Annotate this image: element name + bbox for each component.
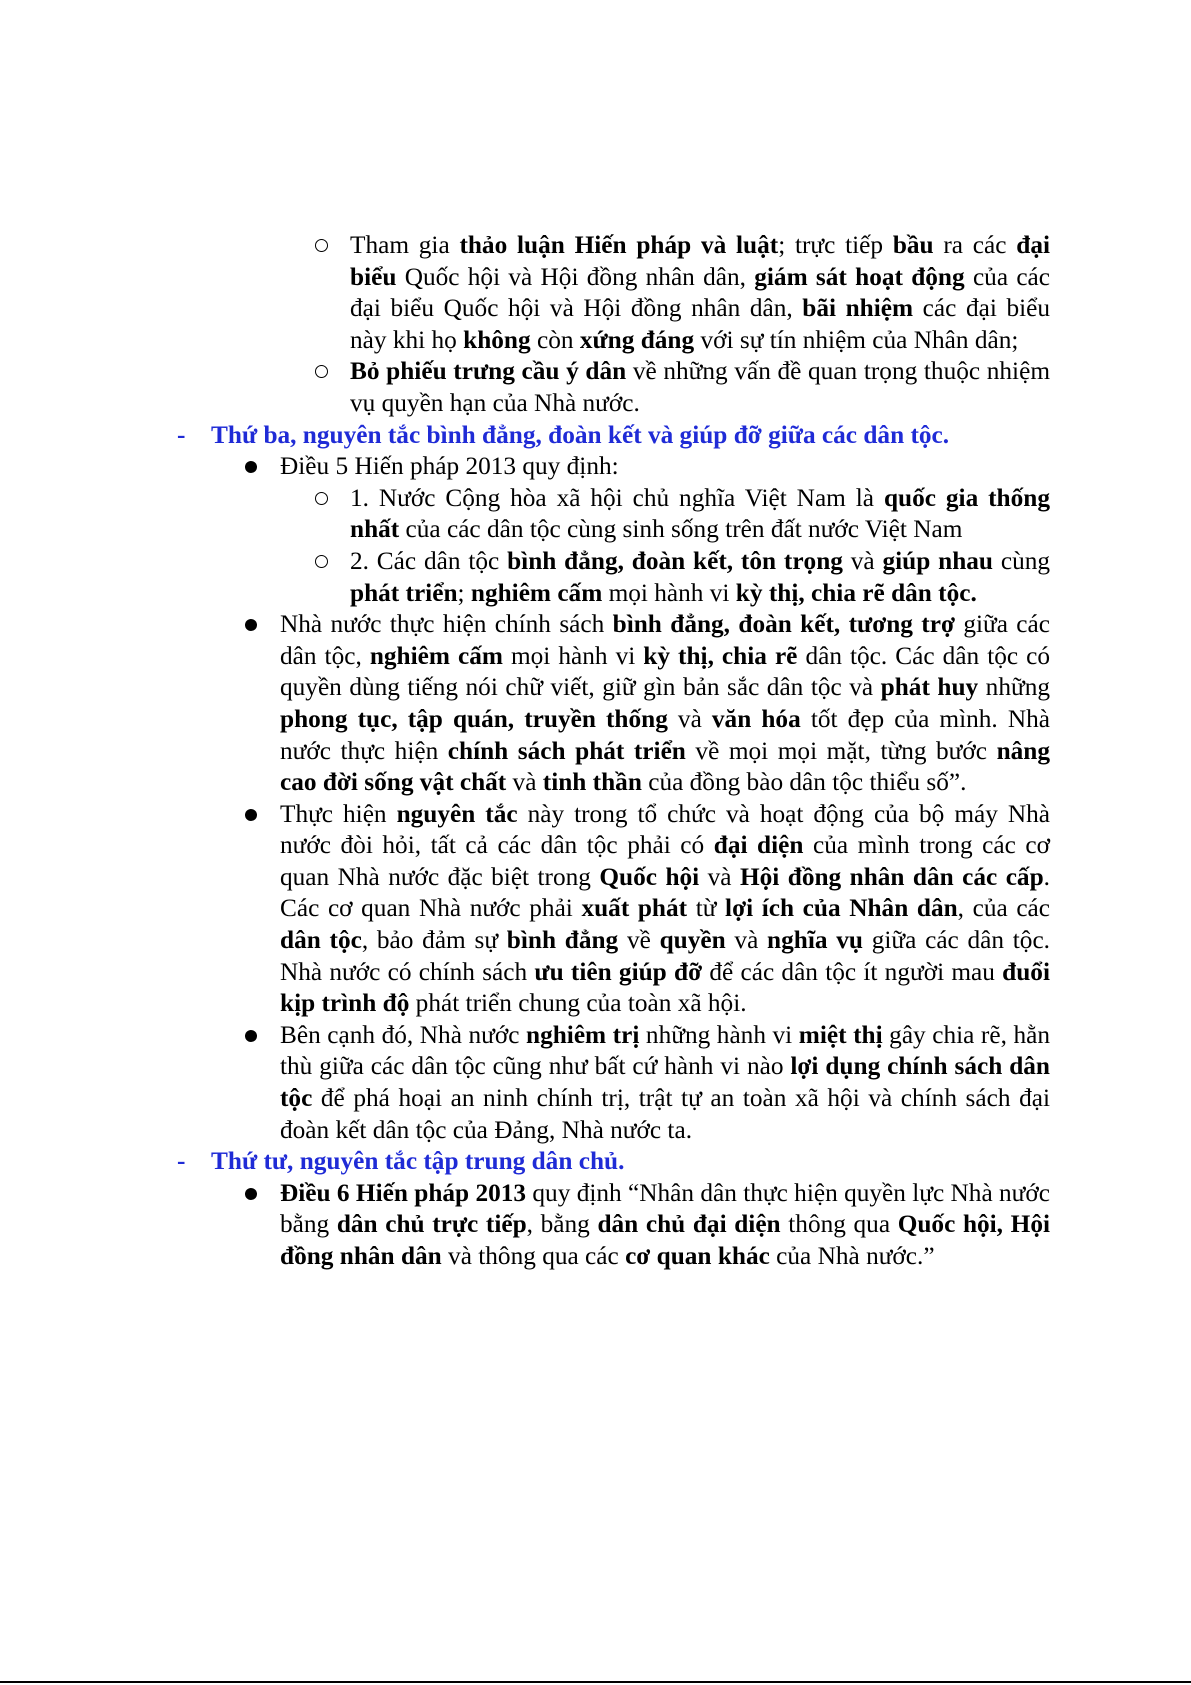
text-segment: của mình trong các cơ quan Nhà nước đặc biệt trong [280, 831, 1051, 891]
bold-text-segment: giúp nhau [882, 546, 993, 575]
text-segment: của các đại biểu Quốc hội và Hội đồng nhân dân, [350, 262, 1051, 323]
text-segment: ; [457, 578, 471, 607]
hollow-circle-bullet-icon [315, 555, 328, 568]
sub-item-participation [350, 230, 1050, 356]
section-third-principle [0, 420, 1191, 1147]
filled-circle-bullet-icon [245, 1188, 257, 1200]
bold-text-segment: đại diện [713, 831, 804, 860]
bold-text-segment: nghiêm cấm [470, 578, 603, 607]
text-segment: và thông qua các [441, 1242, 626, 1270]
text-segment: giữa các dân tộc. Nhà nước có chính sách [280, 926, 1051, 986]
text-segment: ; trực tiếp [778, 231, 893, 259]
text-segment: thông qua [780, 1210, 898, 1239]
text-segment: gây chia rẽ, hằn thù giữa các dân tộc cũng như bất cứ hành vi nào [280, 1020, 1050, 1081]
hollow-circle-bullet-icon [315, 239, 328, 252]
text-segment: Quốc hội và Hội đồng nhân dân, [396, 262, 755, 291]
text-segment: từ [687, 894, 726, 923]
text-segment: về những vấn đề quan trọng thuộc nhiệm vụ quyền hạn của Nhà nước. [350, 357, 1050, 417]
bold-text-segment: kỳ thị, chia rẽ [643, 641, 798, 670]
bold-text-segment: phong tục, tập quán, truyền thống [280, 704, 668, 733]
hollow-circle-bullet-icon [315, 492, 328, 505]
bold-text-segment: bầu [892, 231, 934, 259]
section-heading-text: Thứ tư, nguyên tắc tập trung dân chủ. [211, 1147, 625, 1176]
text-segment: những hành vi [639, 1020, 799, 1049]
text-segment: của các dân tộc cùng sinh sống trên đất nước Việt Nam [399, 515, 963, 544]
text-segment: với sự tín nhiệm của Nhân dân; [694, 325, 1019, 354]
bold-text-segment: giám sát hoạt động [754, 262, 965, 291]
text-segment: những [978, 673, 1050, 702]
text-segment: quy định “Nhân dân thực hiện quyền lực Nhà nước bằng [280, 1178, 1050, 1239]
bold-text-segment: bình đẳng, đoàn kết, tương trợ [612, 610, 955, 639]
bold-text-segment: tinh thần [542, 768, 642, 797]
bold-text-segment: Hội đồng nhân dân các cấp [739, 862, 1044, 891]
bullet-item-punishment [280, 1020, 1050, 1146]
text-segment: và [667, 704, 712, 733]
dash-marker-icon: - [177, 420, 186, 449]
bullet-item-article-6 [280, 1178, 1050, 1273]
bold-text-segment: Bỏ phiếu trưng cầu ý dân [350, 357, 627, 386]
bold-text-segment: nghiêm cấm [369, 641, 503, 670]
bold-text-segment: nguyên tắc [396, 799, 518, 828]
filled-circle-bullet-icon [245, 619, 257, 631]
bold-text-segment: ưu tiên giúp đỡ [534, 957, 703, 986]
bold-text-segment: quốc gia thống nhất [350, 483, 1050, 544]
text-segment: về mọi mọi mặt, từng bước [685, 736, 997, 765]
page-bottom-border [0, 1681, 1191, 1683]
bold-text-segment: miệt thị [798, 1020, 883, 1049]
text-segment: để các dân tộc ít người mau [702, 957, 1003, 986]
text-segment: Tham gia [350, 231, 460, 259]
text-segment: dân tộc. Các dân tộc có quyền dùng tiếng nói chữ viết, giữ gìn bản sắc dân tộc và [280, 641, 1051, 702]
text-segment: Điều 5 Hiến pháp 2013 quy định: [280, 452, 619, 481]
bold-text-segment: xứng đáng [579, 325, 695, 354]
text-segment: , của các [957, 894, 1051, 923]
bold-text-segment: bãi nhiệm [802, 294, 914, 323]
filled-circle-bullet-icon [245, 809, 257, 821]
bullet-item-state-policy [280, 609, 1050, 799]
bold-text-segment: dân chủ đại diện [597, 1210, 781, 1239]
bold-text-segment: thảo luận Hiến pháp và luật [459, 231, 779, 259]
bold-text-segment: đuổi kịp trình độ [280, 957, 1050, 1018]
bold-text-segment: bình đẳng, đoàn kết, tôn trọng [507, 546, 843, 575]
text-segment: , bảo đảm sự [361, 926, 507, 955]
bold-text-segment: lợi dụng chính sách dân tộc [280, 1052, 1050, 1113]
section-heading-text: Thứ ba, nguyên tắc bình đẳng, đoàn kết và giúp đỡ giữa các dân tộc. [211, 420, 950, 449]
filled-circle-bullet-icon [245, 461, 257, 473]
sub-item-referendum [350, 356, 1050, 419]
bullet-item-article-5 [280, 451, 1050, 483]
dash-marker-icon: - [177, 1147, 186, 1176]
text-segment: Bên cạnh đó, Nhà nước [280, 1020, 527, 1049]
text-segment: các đại biểu này khi họ [350, 294, 1050, 354]
text-segment: mọi hành vi [502, 641, 644, 670]
bold-text-segment: phát triển [350, 578, 458, 607]
section-heading [177, 420, 1050, 452]
text-segment: để phá hoại an ninh chính trị, trật tự an toàn xã hội và chính sách đại đoàn kết dân tộc của Đảng, Nhà nước ta. [280, 1084, 1050, 1144]
text-segment: ra các [933, 231, 1017, 259]
sub-item-clause-1 [350, 483, 1050, 546]
text-segment: về [618, 926, 660, 955]
bold-text-segment: dân tộc [280, 926, 362, 955]
filled-circle-bullet-icon [245, 1030, 257, 1042]
text-segment: Nhà nước thực hiện chính sách [280, 610, 613, 639]
bold-text-segment: kỳ thị, chia rẽ dân tộc. [735, 578, 977, 607]
text-segment: và [842, 546, 883, 575]
bullet-item-implementation [280, 799, 1050, 1020]
bold-text-segment: chính sách phát triển [447, 736, 686, 765]
bold-text-segment: Quốc hội, Hội đồng nhân dân [280, 1210, 1050, 1270]
bold-text-segment: dân chủ trực tiếp [336, 1210, 527, 1239]
text-segment: , bằng [526, 1210, 598, 1239]
text-segment: mọi hành vi [602, 578, 736, 607]
text-segment: . Các cơ quan Nhà nước phải [280, 862, 1050, 923]
bold-text-segment: Quốc hội [599, 862, 700, 891]
hollow-circle-bullet-icon [315, 365, 328, 378]
bold-text-segment: văn hóa [711, 704, 801, 733]
bold-text-segment: nghiêm trị [526, 1020, 640, 1049]
text-segment: của Nhà nước.” [769, 1242, 935, 1270]
bold-text-segment: lợi ích của Nhân dân [725, 894, 958, 923]
bold-text-segment: xuất phát [581, 894, 688, 923]
section-fourth-principle [0, 1146, 1191, 1272]
text-segment: của đồng bào dân tộc thiểu số”. [641, 768, 967, 797]
text-segment: và [725, 926, 768, 955]
sub-item-clause-2 [350, 546, 1050, 609]
bold-text-segment: cơ quan khác [625, 1242, 770, 1270]
text-segment: giữa các dân tộc, [280, 610, 1050, 670]
text-segment: cùng [993, 546, 1051, 575]
section-continuation [0, 230, 1191, 420]
bold-text-segment: bình đẳng [506, 926, 619, 955]
document-body [0, 230, 1191, 1273]
bold-text-segment: không [463, 325, 531, 354]
bold-text-segment: quyền [659, 926, 726, 955]
text-segment: 1. Nước Cộng hòa xã hội chủ nghĩa Việt Nam là [350, 483, 884, 512]
section-heading [177, 1146, 1050, 1178]
text-segment: và [506, 768, 543, 797]
bold-text-segment: nâng cao đời sống vật chất [280, 736, 1050, 797]
text-segment: Thực hiện [280, 799, 397, 828]
bold-text-segment: đại biểu [350, 231, 1050, 291]
bold-text-segment: nghĩa vụ [767, 926, 863, 955]
text-segment: này trong tổ chức và hoạt động của bộ máy Nhà nước đòi hỏi, tất cả các dân tộc phải có [280, 799, 1051, 860]
text-segment: tốt đẹp của mình. Nhà nước thực hiện [280, 704, 1050, 765]
text-segment: và [699, 862, 740, 891]
text-segment: còn [530, 325, 580, 354]
bold-text-segment: Điều 6 Hiến pháp 2013 [280, 1178, 527, 1207]
text-segment: phát triển chung của toàn xã hội. [409, 989, 747, 1018]
text-segment: 2. Các dân tộc [350, 546, 508, 575]
bold-text-segment: phát huy [880, 673, 979, 702]
